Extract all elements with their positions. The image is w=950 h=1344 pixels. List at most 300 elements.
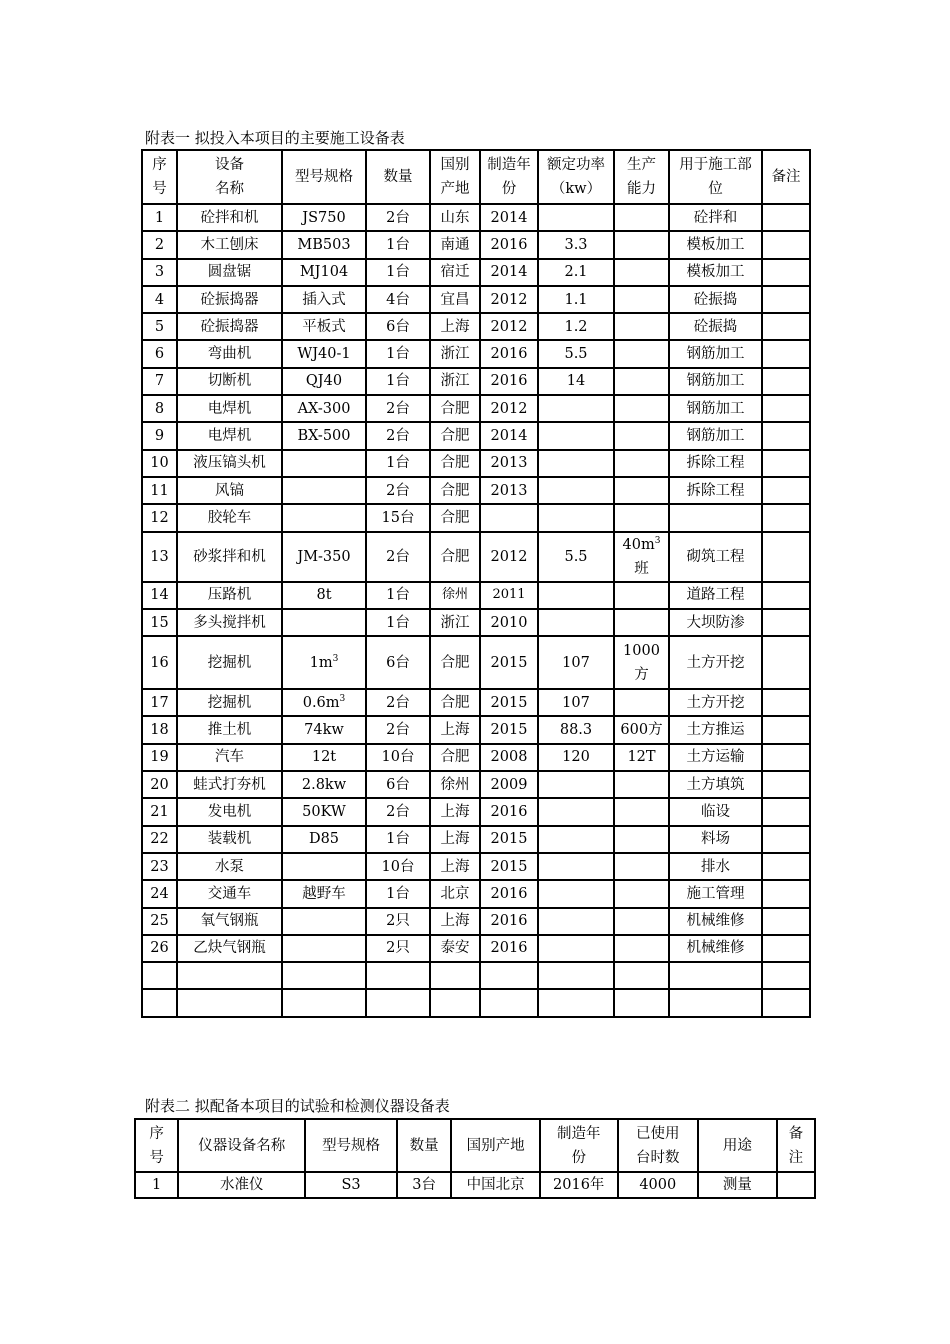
empty-cell [177, 962, 282, 989]
cell-model: 8t [282, 582, 366, 609]
cell-remark [762, 313, 810, 340]
empty-cell [430, 962, 480, 989]
empty-cell [669, 962, 762, 989]
cell-qty: 2台 [366, 395, 430, 422]
cell-capacity [614, 422, 669, 449]
cell-no: 22 [142, 826, 177, 853]
cell-no: 24 [142, 880, 177, 907]
cell-model [282, 504, 366, 531]
header-name: 仪器设备名称 [178, 1119, 305, 1172]
cell-usage: 砼振捣 [669, 286, 762, 313]
cell-remark [762, 880, 810, 907]
cell-capacity [614, 504, 669, 531]
table-row [142, 853, 810, 880]
cell-capacity [614, 313, 669, 340]
cell-usage: 钢筋加工 [669, 395, 762, 422]
cell-name: 砼振捣器 [177, 286, 282, 313]
cell-capacity [614, 771, 669, 798]
cell-model: JM-350 [282, 532, 366, 582]
cell-usage: 土方填筑 [669, 771, 762, 798]
cell-model [282, 477, 366, 504]
cell-usage: 大坝防渗 [669, 609, 762, 636]
table-row [142, 582, 810, 609]
cell-capacity [614, 582, 669, 609]
cell-origin: 北京 [430, 880, 480, 907]
header-no: 序 号 [135, 1119, 178, 1172]
cell-power [538, 771, 614, 798]
cell-name: 液压镐头机 [177, 450, 282, 477]
cell-power [538, 880, 614, 907]
cell-remark [762, 826, 810, 853]
empty-cell [177, 989, 282, 1016]
table-row [142, 340, 810, 367]
table-row [142, 204, 810, 231]
cell-model: MB503 [282, 231, 366, 258]
cell-no: 11 [142, 477, 177, 504]
cell-qty: 2只 [366, 908, 430, 935]
cell-year: 2013 [480, 477, 538, 504]
cell-origin: 徐州 [430, 582, 480, 609]
cell-origin: 合肥 [430, 422, 480, 449]
table-row [142, 908, 810, 935]
table1-caption: 附表一 拟投入本项目的主要施工设备表 [145, 129, 405, 147]
cell-remark [762, 771, 810, 798]
cell-name: 水准仪 [178, 1172, 305, 1198]
cell-model [282, 908, 366, 935]
header-hours: 已使用 台时数 [618, 1119, 699, 1172]
header-usage: 用于施工部 位 [669, 150, 762, 204]
cell-model [282, 450, 366, 477]
cell-power: 3.3 [538, 231, 614, 258]
cell-power [538, 935, 614, 962]
cell-usage: 机械维修 [669, 935, 762, 962]
empty-cell [538, 989, 614, 1016]
cell-capacity [614, 395, 669, 422]
cell-capacity [614, 450, 669, 477]
cell-capacity [614, 880, 669, 907]
cell-usage: 拆除工程 [669, 477, 762, 504]
cell-usage: 钢筋加工 [669, 368, 762, 395]
cell-usage: 土方推运 [669, 716, 762, 743]
cell-remark [762, 908, 810, 935]
cell-model: 越野车 [282, 880, 366, 907]
header-remark: 备 注 [777, 1119, 815, 1172]
header-name: 设备 名称 [177, 150, 282, 204]
header-year: 制造年 份 [480, 150, 538, 204]
cell-capacity [614, 204, 669, 231]
cell-capacity: $40m^3$班 [614, 532, 669, 582]
cell-power [538, 582, 614, 609]
cell-year: 2014 [480, 422, 538, 449]
table2-caption: 附表二 拟配备本项目的试验和检测仪器设备表 [145, 1097, 450, 1115]
table-row [142, 609, 810, 636]
cell-capacity [614, 477, 669, 504]
cell-name: 木工刨床 [177, 231, 282, 258]
cell-no: 13 [142, 532, 177, 582]
cell-power: 107 [538, 636, 614, 689]
cell-year: 2012 [480, 395, 538, 422]
cell-qty: 2台 [366, 477, 430, 504]
cell-origin: 合肥 [430, 504, 480, 531]
cell-remark [762, 204, 810, 231]
cell-qty: 3台 [397, 1172, 451, 1198]
empty-row [142, 962, 810, 989]
table-row [142, 231, 810, 258]
cell-origin: 合肥 [430, 450, 480, 477]
cell-name: 蛙式打夯机 [177, 771, 282, 798]
cell-model: $1m^3$ [282, 636, 366, 689]
header-power: 额定功率 （kw） [538, 150, 614, 204]
cell-qty: 1台 [366, 582, 430, 609]
table-row [142, 504, 810, 531]
cell-origin: 合肥 [430, 744, 480, 771]
cell-year: 2016 [480, 935, 538, 962]
cell-name: 装载机 [177, 826, 282, 853]
cell-capacity [614, 826, 669, 853]
cell-qty: 6台 [366, 771, 430, 798]
cell-remark [777, 1172, 815, 1198]
cell-qty: 1台 [366, 231, 430, 258]
empty-cell [282, 989, 366, 1016]
table-row [142, 689, 810, 716]
cell-origin: 合肥 [430, 689, 480, 716]
cell-no: 21 [142, 798, 177, 825]
cell-usage: 排水 [669, 853, 762, 880]
cell-year: 2016 [480, 368, 538, 395]
cell-no: 6 [142, 340, 177, 367]
table-row [142, 259, 810, 286]
cell-no: 15 [142, 609, 177, 636]
cell-origin: 浙江 [430, 368, 480, 395]
cell-origin: 上海 [430, 716, 480, 743]
cell-model: WJ40-1 [282, 340, 366, 367]
cell-power: 1.1 [538, 286, 614, 313]
table-row [135, 1172, 815, 1198]
cell-year: 2016 [480, 231, 538, 258]
cell-year: 2011 [480, 582, 538, 609]
header-origin: 国别产地 [451, 1119, 540, 1172]
cell-model [282, 609, 366, 636]
cell-qty: 2台 [366, 716, 430, 743]
cell-usage: 道路工程 [669, 582, 762, 609]
cell-name: 多头搅拌机 [177, 609, 282, 636]
table-row [142, 286, 810, 313]
cell-remark [762, 853, 810, 880]
cell-year: 2016 [480, 908, 538, 935]
cell-usage: 钢筋加工 [669, 422, 762, 449]
empty-cell [282, 962, 366, 989]
cell-remark [762, 368, 810, 395]
cell-remark [762, 395, 810, 422]
empty-cell [614, 962, 669, 989]
cell-model: $0.6m^3$ [282, 689, 366, 716]
cell-model: 2.8kw [282, 771, 366, 798]
cell-usage: 施工管理 [669, 880, 762, 907]
empty-cell [430, 989, 480, 1016]
cell-remark [762, 504, 810, 531]
table1-header-row [142, 150, 810, 204]
cell-origin: 合肥 [430, 395, 480, 422]
table-row [142, 826, 810, 853]
cell-year: 2010 [480, 609, 538, 636]
header-remark: 备注 [762, 150, 810, 204]
cell-qty: 2台 [366, 422, 430, 449]
cell-power [538, 395, 614, 422]
cell-no: 9 [142, 422, 177, 449]
cell-remark [762, 716, 810, 743]
cell-remark [762, 231, 810, 258]
header-model: 型号规格 [282, 150, 366, 204]
cell-name: 圆盘锯 [177, 259, 282, 286]
cell-year: 2016 [480, 880, 538, 907]
cell-origin: 宜昌 [430, 286, 480, 313]
cell-origin: 上海 [430, 798, 480, 825]
table-row [142, 395, 810, 422]
cell-origin: 上海 [430, 826, 480, 853]
cell-name: 电焊机 [177, 395, 282, 422]
cell-year: 2009 [480, 771, 538, 798]
cell-name: 风镐 [177, 477, 282, 504]
empty-cell [366, 962, 430, 989]
cell-name: 挖掘机 [177, 636, 282, 689]
cell-power: 14 [538, 368, 614, 395]
cell-usage: 砼振捣 [669, 313, 762, 340]
cell-qty: 1台 [366, 880, 430, 907]
cell-no: 12 [142, 504, 177, 531]
cell-remark [762, 744, 810, 771]
cell-no: 16 [142, 636, 177, 689]
cell-power: 88.3 [538, 716, 614, 743]
table-row [142, 880, 810, 907]
cell-usage: 模板加工 [669, 259, 762, 286]
cell-no: 14 [142, 582, 177, 609]
table-row [142, 771, 810, 798]
cell-remark [762, 935, 810, 962]
cell-model: 平板式 [282, 313, 366, 340]
cell-origin: 浙江 [430, 609, 480, 636]
header-no: 序 号 [142, 150, 177, 204]
cell-year: 2016年 [540, 1172, 618, 1198]
cell-remark [762, 798, 810, 825]
table-row [142, 368, 810, 395]
header-capacity: 生产 能力 [614, 150, 669, 204]
cell-origin: 徐州 [430, 771, 480, 798]
table-row [142, 450, 810, 477]
cell-qty: 1台 [366, 609, 430, 636]
cell-usage: 模板加工 [669, 231, 762, 258]
cell-name: 电焊机 [177, 422, 282, 449]
cell-name: 砼拌和机 [177, 204, 282, 231]
cell-power [538, 450, 614, 477]
table-row [142, 636, 810, 689]
cell-origin: 合肥 [430, 477, 480, 504]
cell-qty: 6台 [366, 636, 430, 689]
empty-cell [142, 989, 177, 1016]
cell-capacity [614, 935, 669, 962]
cell-no: 4 [142, 286, 177, 313]
cell-model: 插入式 [282, 286, 366, 313]
cell-qty: 4台 [366, 286, 430, 313]
cell-no: 19 [142, 744, 177, 771]
cell-model: JS750 [282, 204, 366, 231]
cell-model: MJ104 [282, 259, 366, 286]
cell-qty: 1台 [366, 826, 430, 853]
cell-year: 2008 [480, 744, 538, 771]
cell-no: 25 [142, 908, 177, 935]
cell-name: 胶轮车 [177, 504, 282, 531]
cell-usage: 土方开挖 [669, 689, 762, 716]
cell-usage: 拆除工程 [669, 450, 762, 477]
cell-year: 2012 [480, 286, 538, 313]
cell-power [538, 422, 614, 449]
cell-qty: 10台 [366, 744, 430, 771]
equipment-table [141, 149, 811, 1018]
cell-capacity [614, 259, 669, 286]
empty-row [142, 989, 810, 1016]
cell-name: 推土机 [177, 716, 282, 743]
table-row [142, 532, 810, 582]
cell-year: 2014 [480, 259, 538, 286]
cell-capacity [614, 689, 669, 716]
cell-usage: 土方开挖 [669, 636, 762, 689]
cell-capacity [614, 286, 669, 313]
table-row [142, 477, 810, 504]
cell-name: 挖掘机 [177, 689, 282, 716]
cell-qty: 2台 [366, 532, 430, 582]
cell-hours: 4000 [618, 1172, 699, 1198]
cell-origin: 上海 [430, 313, 480, 340]
cell-year: 2015 [480, 853, 538, 880]
cell-name: 砼振捣器 [177, 313, 282, 340]
cell-no: 17 [142, 689, 177, 716]
cell-no: 3 [142, 259, 177, 286]
cell-name: 弯曲机 [177, 340, 282, 367]
cell-no: 5 [142, 313, 177, 340]
cell-origin: 上海 [430, 853, 480, 880]
table-row [142, 716, 810, 743]
cell-power [538, 477, 614, 504]
cell-remark [762, 532, 810, 582]
cell-power [538, 853, 614, 880]
cell-qty: 1台 [366, 368, 430, 395]
cell-name: 乙炔气钢瓶 [177, 935, 282, 962]
table-row [142, 422, 810, 449]
cell-capacity [614, 908, 669, 935]
cell-usage: 砌筑工程 [669, 532, 762, 582]
header-qty: 数量 [397, 1119, 451, 1172]
cell-capacity [614, 609, 669, 636]
cell-remark [762, 582, 810, 609]
cell-remark [762, 636, 810, 689]
cell-power: 5.5 [538, 532, 614, 582]
empty-cell [669, 989, 762, 1016]
cell-usage: 临设 [669, 798, 762, 825]
cell-name: 压路机 [177, 582, 282, 609]
empty-cell [538, 962, 614, 989]
cell-name: 水泵 [177, 853, 282, 880]
cell-year: 2015 [480, 689, 538, 716]
cell-remark [762, 689, 810, 716]
cell-power: 1.2 [538, 313, 614, 340]
empty-cell [762, 962, 810, 989]
cell-year: 2012 [480, 313, 538, 340]
cell-origin: 南通 [430, 231, 480, 258]
instrument-table [134, 1118, 816, 1199]
cell-year: 2015 [480, 636, 538, 689]
cell-no: 1 [142, 204, 177, 231]
cell-usage: 砼拌和 [669, 204, 762, 231]
cell-origin: 浙江 [430, 340, 480, 367]
cell-qty: 2台 [366, 689, 430, 716]
cell-capacity [614, 231, 669, 258]
cell-no: 26 [142, 935, 177, 962]
cell-usage: 测量 [698, 1172, 777, 1198]
cell-model: 74kw [282, 716, 366, 743]
empty-cell [480, 989, 538, 1016]
cell-qty: 2只 [366, 935, 430, 962]
cell-model: S3 [305, 1172, 397, 1198]
cell-power [538, 798, 614, 825]
cell-usage [669, 504, 762, 531]
empty-cell [142, 962, 177, 989]
empty-cell [366, 989, 430, 1016]
cell-remark [762, 422, 810, 449]
cell-usage: 料场 [669, 826, 762, 853]
cell-remark [762, 450, 810, 477]
cell-year: 2016 [480, 340, 538, 367]
cell-usage: 钢筋加工 [669, 340, 762, 367]
cell-origin: 中国北京 [451, 1172, 540, 1198]
cell-model: D85 [282, 826, 366, 853]
cell-power [538, 908, 614, 935]
cell-origin: 上海 [430, 908, 480, 935]
cell-model: 50KW [282, 798, 366, 825]
cell-name: 砂浆拌和机 [177, 532, 282, 582]
cell-remark [762, 340, 810, 367]
cell-power: 120 [538, 744, 614, 771]
cell-no: 10 [142, 450, 177, 477]
cell-origin: 宿迁 [430, 259, 480, 286]
cell-qty: 2台 [366, 798, 430, 825]
cell-no: 23 [142, 853, 177, 880]
cell-year: 2015 [480, 826, 538, 853]
cell-origin: 合肥 [430, 532, 480, 582]
cell-qty: 2台 [366, 204, 430, 231]
cell-power [538, 204, 614, 231]
cell-capacity [614, 368, 669, 395]
cell-remark [762, 286, 810, 313]
header-origin: 国别 产地 [430, 150, 480, 204]
cell-remark [762, 609, 810, 636]
table-row [142, 744, 810, 771]
cell-model: AX-300 [282, 395, 366, 422]
cell-power: 107 [538, 689, 614, 716]
cell-power [538, 826, 614, 853]
cell-no: 20 [142, 771, 177, 798]
cell-remark [762, 259, 810, 286]
cell-name: 汽车 [177, 744, 282, 771]
cell-qty: 1台 [366, 340, 430, 367]
cell-year: 2015 [480, 716, 538, 743]
cell-capacity [614, 798, 669, 825]
cell-model [282, 853, 366, 880]
cell-year: 2016 [480, 798, 538, 825]
empty-cell [614, 989, 669, 1016]
cell-name: 交通车 [177, 880, 282, 907]
cell-remark [762, 477, 810, 504]
cell-no: 7 [142, 368, 177, 395]
cell-origin: 山东 [430, 204, 480, 231]
